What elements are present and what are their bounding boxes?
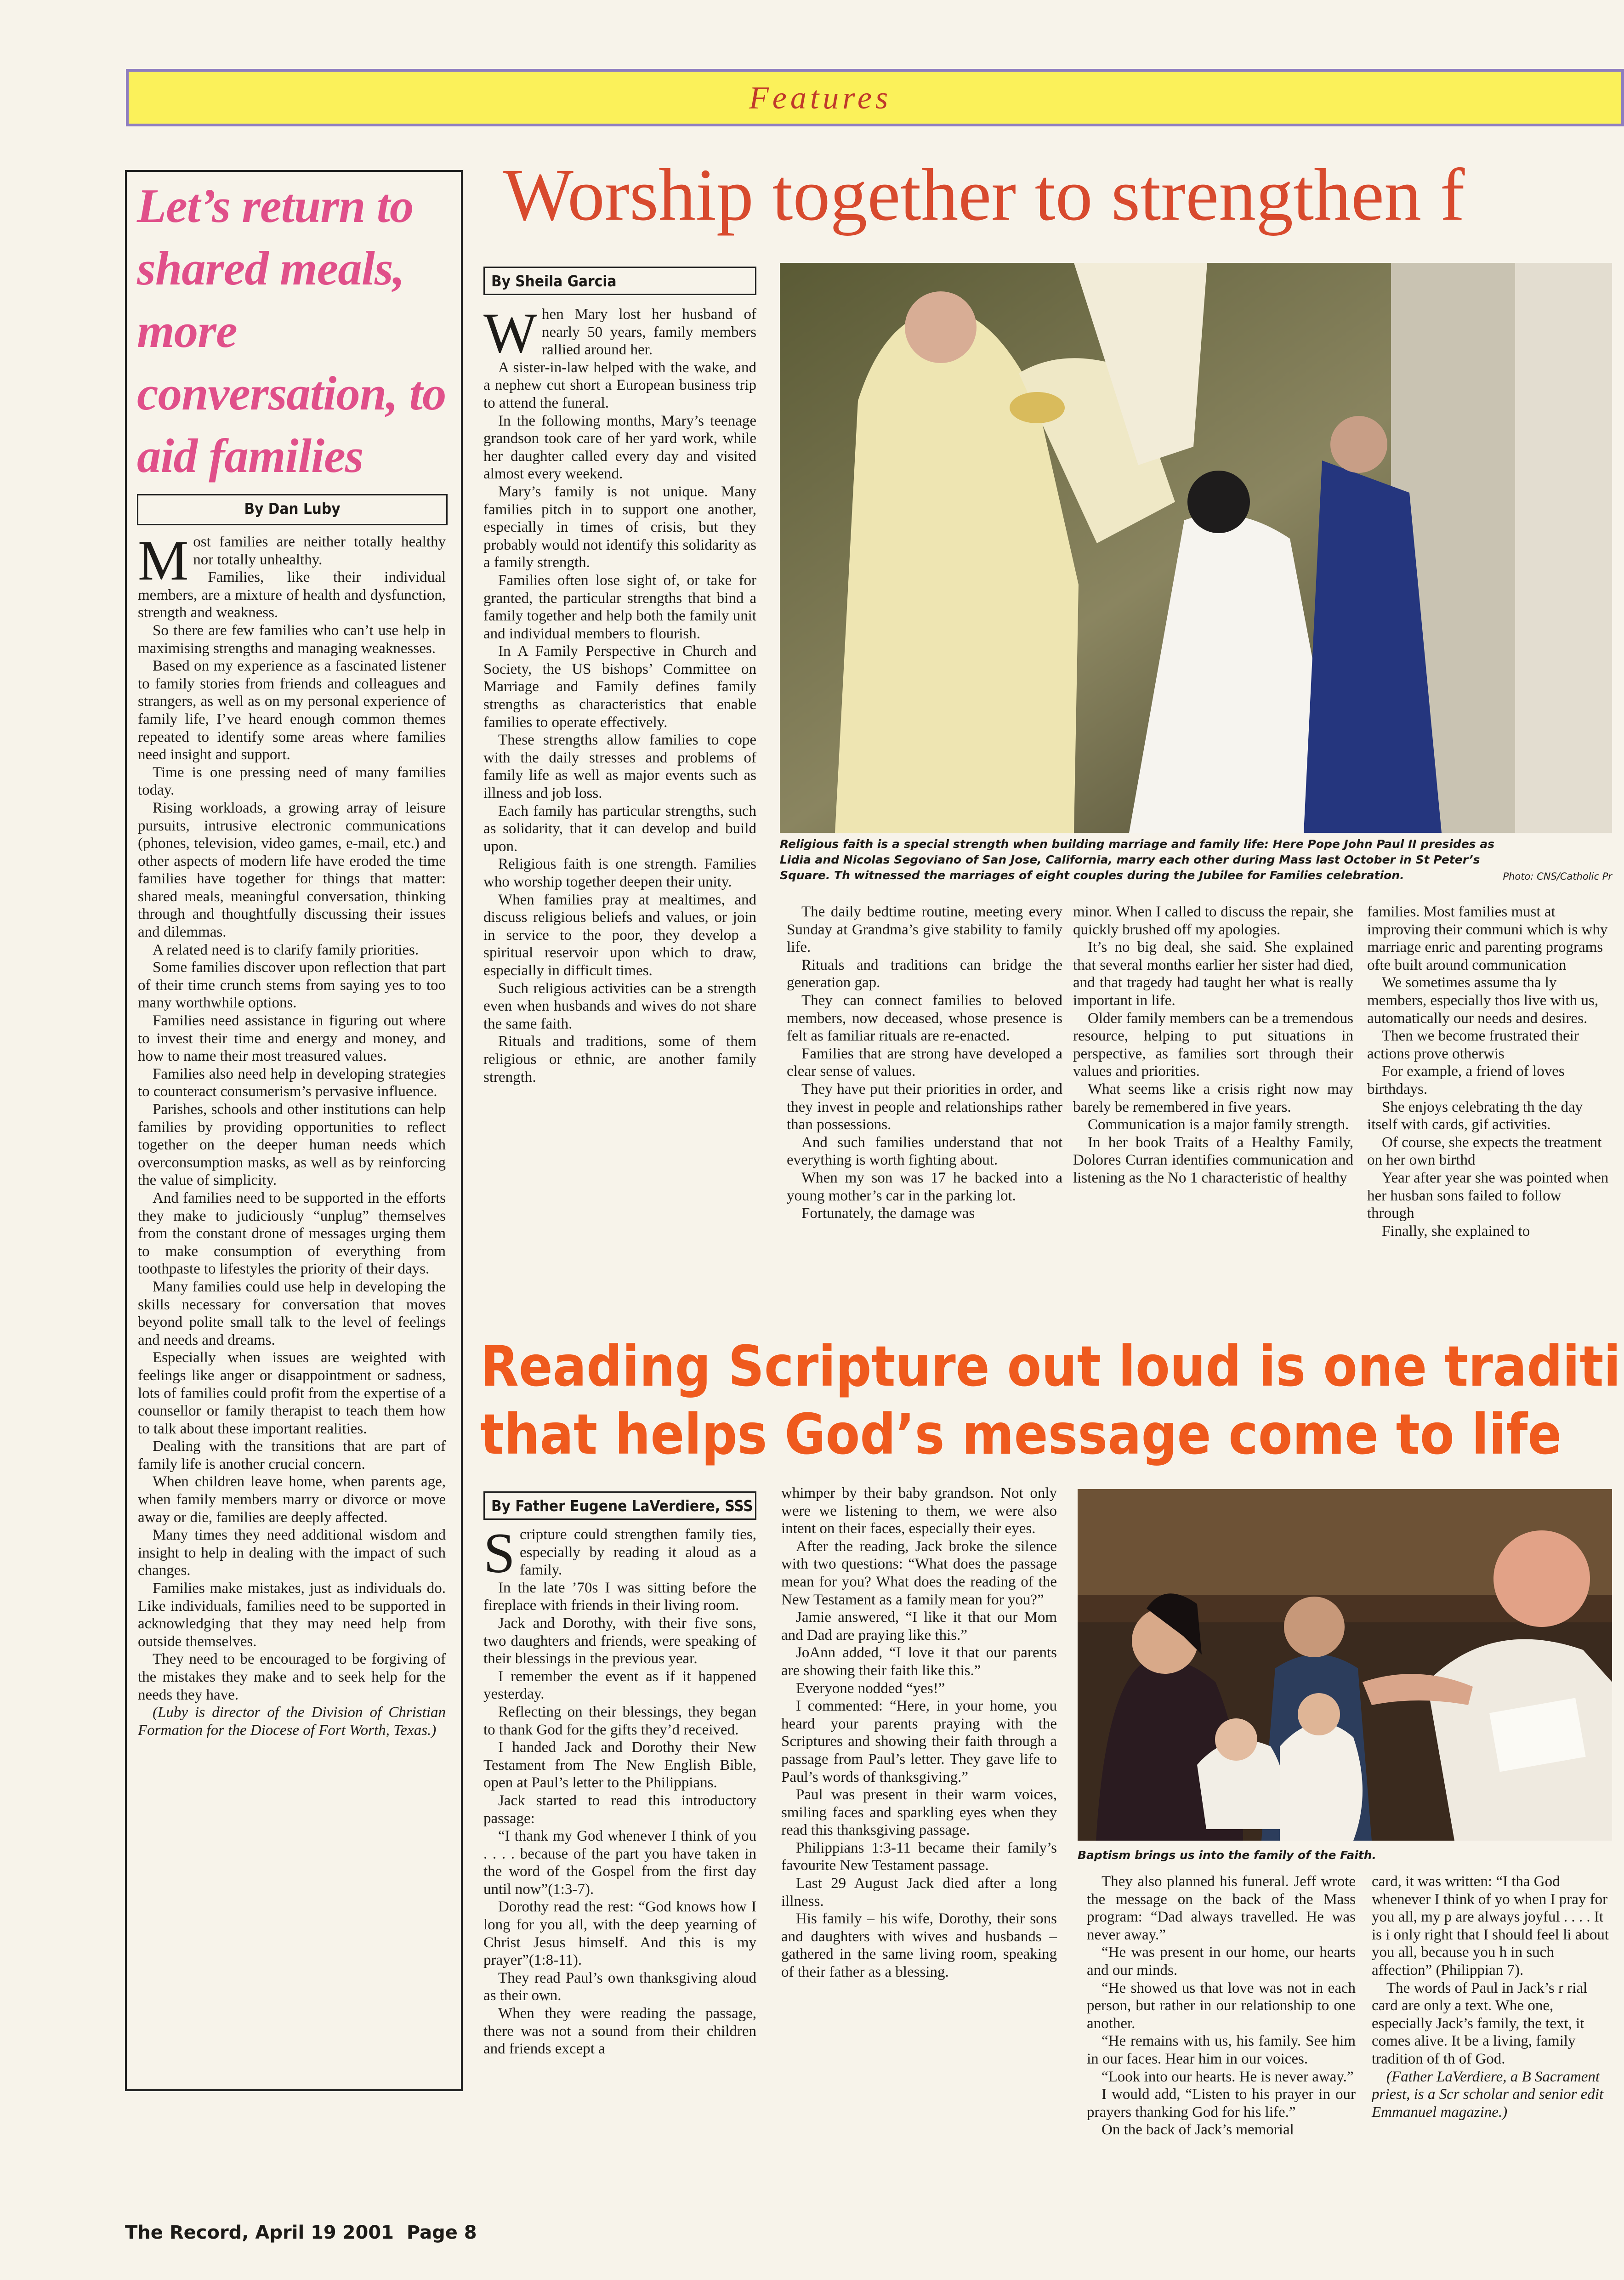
article2-paragraph: JoAnn added, “I love it that our parents are showing their faith like this.” (781, 1644, 1057, 1679)
article2-paragraph: His family – his wife, Dorothy, their sons and daughters with wives and husbands – gathered in the same living room, speaking of their father as a blessing. (781, 1910, 1057, 1981)
article1-photo-credit: Photo: CNS/Catholic Pr (1503, 871, 1612, 882)
article2-headline (480, 1333, 1621, 1469)
sidebar-paragraph: Families need assistance in figuring out where to invest their time and energy and money, and how to name their most treasured values. (138, 1012, 446, 1065)
sidebar-paragraph: So there are few families who can’t use help in maximising strengths and managing weaknesses. (138, 622, 446, 657)
article1-column-1 (483, 301, 756, 1328)
article1-paragraph: Communication is a major family strength. (1088, 1116, 1349, 1133)
article1-paragraph: In her book Traits of a Healthy Family, Dolores Curran identifies communication and listening as the No 1 characteristic of healthy (1073, 1134, 1353, 1186)
article2-paragraph: I remember the event as if it happened yesterday. (483, 1668, 756, 1703)
article1-paragraph: Each family has particular strengths, such as solidarity, that it can develop and build upon. (483, 802, 756, 855)
article2-paragraph: Everyone nodded “yes!” (796, 1680, 945, 1697)
sidebar-author-bio: (Luby is director of the Division of Christian Formation for the Diocese of Fort Worth, Texas.) (138, 1704, 446, 1739)
article2-byline: By Father Eugene LaVerdiere, SSS (483, 1491, 756, 1520)
article2-photo (1078, 1489, 1612, 1841)
sidebar-paragraph: Many families could use help in developing the skills necessary for conversation that moves beyond polite small talk to the level of feelings and needs and dreams. (138, 1278, 446, 1348)
article2-paragraph: In the late ’70s I was sitting before the fireplace with friends in their living room. (483, 1579, 756, 1614)
article2-paragraph: I handed Jack and Dorothy their New Testament from The New English Bible, open at Paul’s letter to the Philippians. (483, 1739, 756, 1791)
article1-column-3 (1073, 903, 1353, 1328)
sidebar-paragraph: Based on my experience as a fascinated listener to family stories from friends and colleagues and strangers, as well as on my personal experience of family life, I’ve heard enough common themes repeated to identify some areas where families need insight and support. (138, 658, 446, 763)
article2-paragraph: whimper by their baby grandson. Not only were we listening to them, we were also intent on their faces, especially their eyes. (781, 1485, 1057, 1537)
sidebar-paragraph: Families, like their individual members, are a mixture of health and dysfunction, strength and weakness. (138, 569, 446, 621)
article1-paragraph: Such religious activities can be a strength even when husbands and wives do not share the same faith. (483, 980, 756, 1032)
article1-paragraph: Then we become frustrated their actions prove otherwis (1367, 1028, 1579, 1062)
article1-paragraph: Fortunately, the damage was (801, 1205, 975, 1222)
sidebar-paragraph: A related need is to clarify family priorities. (153, 941, 419, 958)
article1-paragraph: What seems like a crisis right now may barely be remembered in five years. (1073, 1080, 1353, 1115)
sidebar-first-paragraph-text: ost families are neither totally healthy nor totally unhealthy. (193, 534, 446, 568)
article1-photo-caption (780, 836, 1612, 886)
article2-headline-line-2: that helps God’s message come to life (480, 1402, 1562, 1467)
article2-column-4 (1372, 1873, 1612, 2119)
page-footer: The Record, April 19 2001 Page 8 (125, 2222, 477, 2243)
sidebar-paragraph: Parishes, schools and other institutions can help families by providing opportunities to reflect together on the deeper human needs which overconsumption masks, as well as by reinforcing the value of simplicity. (138, 1101, 446, 1189)
article1-photo (780, 263, 1612, 833)
baptism-photo (1078, 1489, 1612, 1841)
sidebar-dropcap: M (138, 529, 189, 592)
article2-paragraph: Philippians 1:3-11 became their family’s favourite New Testament passage. (781, 1839, 1057, 1874)
article2-paragraph: I commented: “Here, in your home, you heard your parents praying with the Scriptures and showing their faith through a passage from Paul’s letter. They gave life to Paul’s words of thanksgiving.” (781, 1698, 1057, 1785)
article1-paragraph: When my son was 17 he backed into a young mother’s car in the parking lot. (787, 1169, 1062, 1204)
article1-paragraph: Families that are strong have developed a clear sense of values. (787, 1045, 1062, 1080)
article1-paragraph: Year after year she was pointed when her husban sons failed to follow through (1367, 1169, 1609, 1222)
article2-paragraph: After the reading, Jack broke the silence with two questions: “What does the passage mean for you? What does the reading of the New Testament as a family mean for you?” (781, 1538, 1057, 1608)
sidebar-paragraph: Families also need help in developing strategies to counteract consumerism’s pervasive influence. (138, 1065, 446, 1100)
article1-column-4 (1367, 903, 1612, 1328)
article1-paragraph: These strengths allow families to cope with the daily stresses and problems of family life as well as major events such as illness and job loss. (483, 732, 756, 802)
article2-paragraph: “He remains with us, his family. See him in our faces. Hear him in our voices. (1087, 2033, 1356, 2067)
article1-paragraph: Of course, she expects the treatment on her own birthd (1367, 1134, 1602, 1169)
article1-paragraph: They have put their priorities in order, and they invest in people and relationships rather than possessions. (787, 1080, 1062, 1133)
article1-paragraph: Rituals and traditions, some of them religious or ethnic, are another family strength. (483, 1033, 756, 1086)
sidebar-paragraph: Dealing with the transitions that are part of family life is another crucial concern. (138, 1438, 446, 1473)
sidebar-paragraph: When children leave home, when parents age, when family members marry or divorce or move away or die, families are deeply affected. (138, 1473, 446, 1526)
article2-paragraph: Paul was present in their warm voices, smiling faces and sparkling eyes when they read this thanksgiving passage. (781, 1786, 1057, 1839)
article1-paragraph: Rituals and traditions can bridge the generation gap. (787, 956, 1062, 991)
article2-paragraph: I would add, “Listen to his prayer in our prayers thanking God for his life.” (1087, 2086, 1356, 2121)
article2-paragraph: Reflecting on their blessings, they began to thank God for the gifts they’d received. (483, 1703, 756, 1738)
article1-paragraph: It’s no big deal, she said. She explained that several months earlier her sister had died, and that tragedy had taught her what is really important in life. (1073, 939, 1353, 1009)
sidebar-paragraph: Time is one pressing need of many families today. (138, 764, 446, 799)
article1-paragraph: When families pray at mealtimes, and discuss religious beliefs and values, or join in service to the poor, they develop a spiritual reservoir upon which to draw, especially in difficult times. (483, 891, 756, 979)
sidebar-paragraph: They need to be encouraged to be forgiving of the mistakes they make and to seek help for the needs they have. (138, 1651, 446, 1703)
article1-dropcap: W (483, 301, 538, 364)
article2-paragraph: The words of Paul in Jack’s r rial card are only a text. Whe one, especially Jack’s family, the text, it comes alive. It be a living, family tradition of th of God. (1372, 1979, 1588, 2067)
article1-paragraph: minor. When I called to discuss the repair, she quickly brushed off my apologies. (1073, 904, 1353, 938)
sidebar-paragraph: Rising workloads, a growing array of leisure pursuits, intrusive electronic communications (phones, television, video games, e-mail, etc.) and other aspects of modern life have eroded the time families have together for things that matter: shared meals, meaningful conversation, thinking through and thoughtfully discussing their issues and dilemmas. (138, 799, 446, 941)
sidebar-byline: By Dan Luby (137, 494, 448, 525)
article1-paragraph: In the following months, Mary’s teenage grandson took care of her yard work, while her daughter called every day and visited almost every weekend. (483, 412, 756, 483)
article1-column-2 (787, 903, 1062, 1328)
article2-paragraph: Last 29 August Jack died after a long illness. (781, 1875, 1057, 1910)
article2-paragraph: They also planned his funeral. Jeff wrote the message on the back of the Mass program: “Dad always travelled. He was never away.” (1087, 1873, 1356, 1943)
article2-paragraph: card, it was written: “I tha God whenever I think of yo when I pray for you all, my p are always joyful . . . . It is i only right that I should feel li about you all, because you h in such affection” (Philippian 7). (1372, 1873, 1609, 1979)
article1-paragraph: Religious faith is one strength. Families who worship together deepen their unity. (483, 856, 756, 890)
article2-photo-caption: Baptism brings us into the family of the Faith. (1078, 1848, 1377, 1862)
article1-paragraph: A sister-in-law helped with the wake, and a nephew cut short a European business trip to attend the funeral. (483, 359, 756, 411)
sidebar-first-paragraph (138, 529, 446, 592)
papal-wedding-photo (780, 263, 1612, 833)
article1-byline: By Sheila Garcia (483, 267, 756, 295)
sidebar-body (138, 529, 446, 2077)
sidebar-paragraph: Especially when issues are weighted with feelings like anger or disappointment or sadness, lots of families could profit from the expertise of a counsellor or family therapist to teach them how to talk about these important realities. (138, 1349, 446, 1437)
article1-paragraph: Older family members can be a tremendous resource, helping to put situations in perspective, as families sort through their values and priorities. (1073, 1010, 1353, 1080)
article1-paragraph: The daily bedtime routine, meeting every Sunday at Grandma’s give stability to family life. (787, 904, 1062, 956)
article1-caption-text: Religious faith is a special strength when building marriage and family life: Here Pope John Paul II presides as Lidia and Nicolas Segoviano of San Jose, California, marry each other during Mass last October in St Peter’s Square. Th witnessed the marriages of eight couples during the Jubilee for Families celebration. (780, 837, 1495, 882)
section-header-title: Features (749, 80, 892, 116)
sidebar-paragraph: Many times they need additional wisdom and insight to help in dealing with the impact of such changes. (138, 1527, 446, 1579)
article2-paragraph: “He showed us that love was not in each person, but rather in our relationship to one another. (1087, 1979, 1356, 2032)
article2-column-3 (1087, 1873, 1356, 2138)
sidebar-title: Let’s return to shared meals, more conversation, to aid families (137, 179, 446, 483)
article2-paragraph: “He was present in our home, our hearts and our minds. (1087, 1944, 1356, 1979)
article1-headline: Worship together to strengthen f (503, 154, 1465, 236)
article1-paragraph: We sometimes assume tha ly members, especially thos live with us, automatically our needs and desires. (1367, 974, 1599, 1027)
article2-paragraph: Dorothy read the rest: “God knows how I long for you all, with the deep yearning of Christ Jesus himself. And this is my prayer”(1:8-11). (483, 1899, 756, 1969)
article2-paragraph: Jack started to read this introductory passage: (483, 1792, 756, 1827)
article2-paragraph: They read Paul’s own thanksgiving aloud as their own. (483, 1969, 756, 2004)
article2-paragraph: “Look into our hearts. He is never away.” (1102, 2068, 1354, 2085)
article2-paragraph: Jack and Dorothy, with their five sons, two daughters and friends, were speaking of their blessings in the previous year. (483, 1615, 756, 1667)
sidebar-paragraph: And families need to be supported in the efforts they make to judiciously “unplug” themselves from the constant drone of messages urging them to make consumption of everything from toothpaste to lifestyles the priority of their days. (138, 1189, 446, 1278)
article2-column-1 (483, 1522, 756, 2119)
article2-author-bio: (Father LaVerdiere, a B Sacrament priest, is a Scr scholar and senior edit Emmanuel magazine.) (1372, 2068, 1604, 2121)
article1-paragraph: For example, a friend of loves birthdays. (1367, 1063, 1565, 1097)
article2-column-2 (781, 1484, 1057, 2119)
article1-paragraph: families. Most families must at improving their communi which is why marriage enric and parenting programs ofte built around communication (1367, 904, 1608, 973)
article1-paragraph: In A Family Perspective in Church and Society, the US bishops’ Committee on Marriage and Family defines family strengths as characteristics that enable families to operate effectively. (483, 643, 756, 731)
article2-paragraph: On the back of Jack’s memorial (1102, 2121, 1294, 2138)
sidebar-paragraph: Families make mistakes, just as individuals do. Like individuals, families need to be supported in acknowledging that they may need help from outside themselves. (138, 1580, 446, 1650)
article1-paragraph: She enjoys celebrating th the day itself with cards, gif activities. (1367, 1098, 1583, 1133)
article1-paragraph: They can connect families to beloved members, now deceased, whose presence is felt as familiar rituals are re-enacted. (787, 992, 1062, 1045)
article1-paragraph: Finally, she explained to (1382, 1222, 1530, 1240)
article2-dropcap: S (483, 1522, 515, 1585)
article1-paragraph: And such families understand that not everything is worth fighting about. (787, 1134, 1062, 1169)
article2-first-paragraph (483, 1522, 756, 1585)
article2-paragraph: “I thank my God whenever I think of you . . . . because of the part you have taken in the word of the Gospel from the first day until now”(1:3-7). (483, 1828, 756, 1898)
article1-first-paragraph (483, 301, 756, 364)
article1-paragraph: Mary’s family is not unique. Many families pitch in to support one another, especially in times of crisis, but they probably would not identify this solidarity as a family strength. (483, 483, 756, 571)
article2-first-paragraph-text: cripture could strengthen family ties, especially by reading it aloud as a family. (519, 1526, 756, 1579)
article2-paragraph: When they were reading the passage, there was not a sound from their children and friends except a (483, 2005, 756, 2058)
article2-paragraph: Jamie answered, “I like it that our Mom and Dad are praying like this.” (781, 1609, 1057, 1643)
sidebar-paragraph: Some families discover upon reflection that part of their time crunch stems from saying yes to too many worthwhile options. (138, 959, 446, 1012)
article1-first-paragraph-text: hen Mary lost her husband of nearly 50 years, family members rallied around her. (542, 306, 756, 358)
article1-paragraph: Families often lose sight of, or take for granted, the particular strengths that bind a family together and help both the family unit and individual members to flourish. (483, 572, 756, 642)
section-header-bar (126, 69, 1624, 126)
article2-headline-line-1: Reading Scripture out loud is one traditi (480, 1334, 1621, 1399)
